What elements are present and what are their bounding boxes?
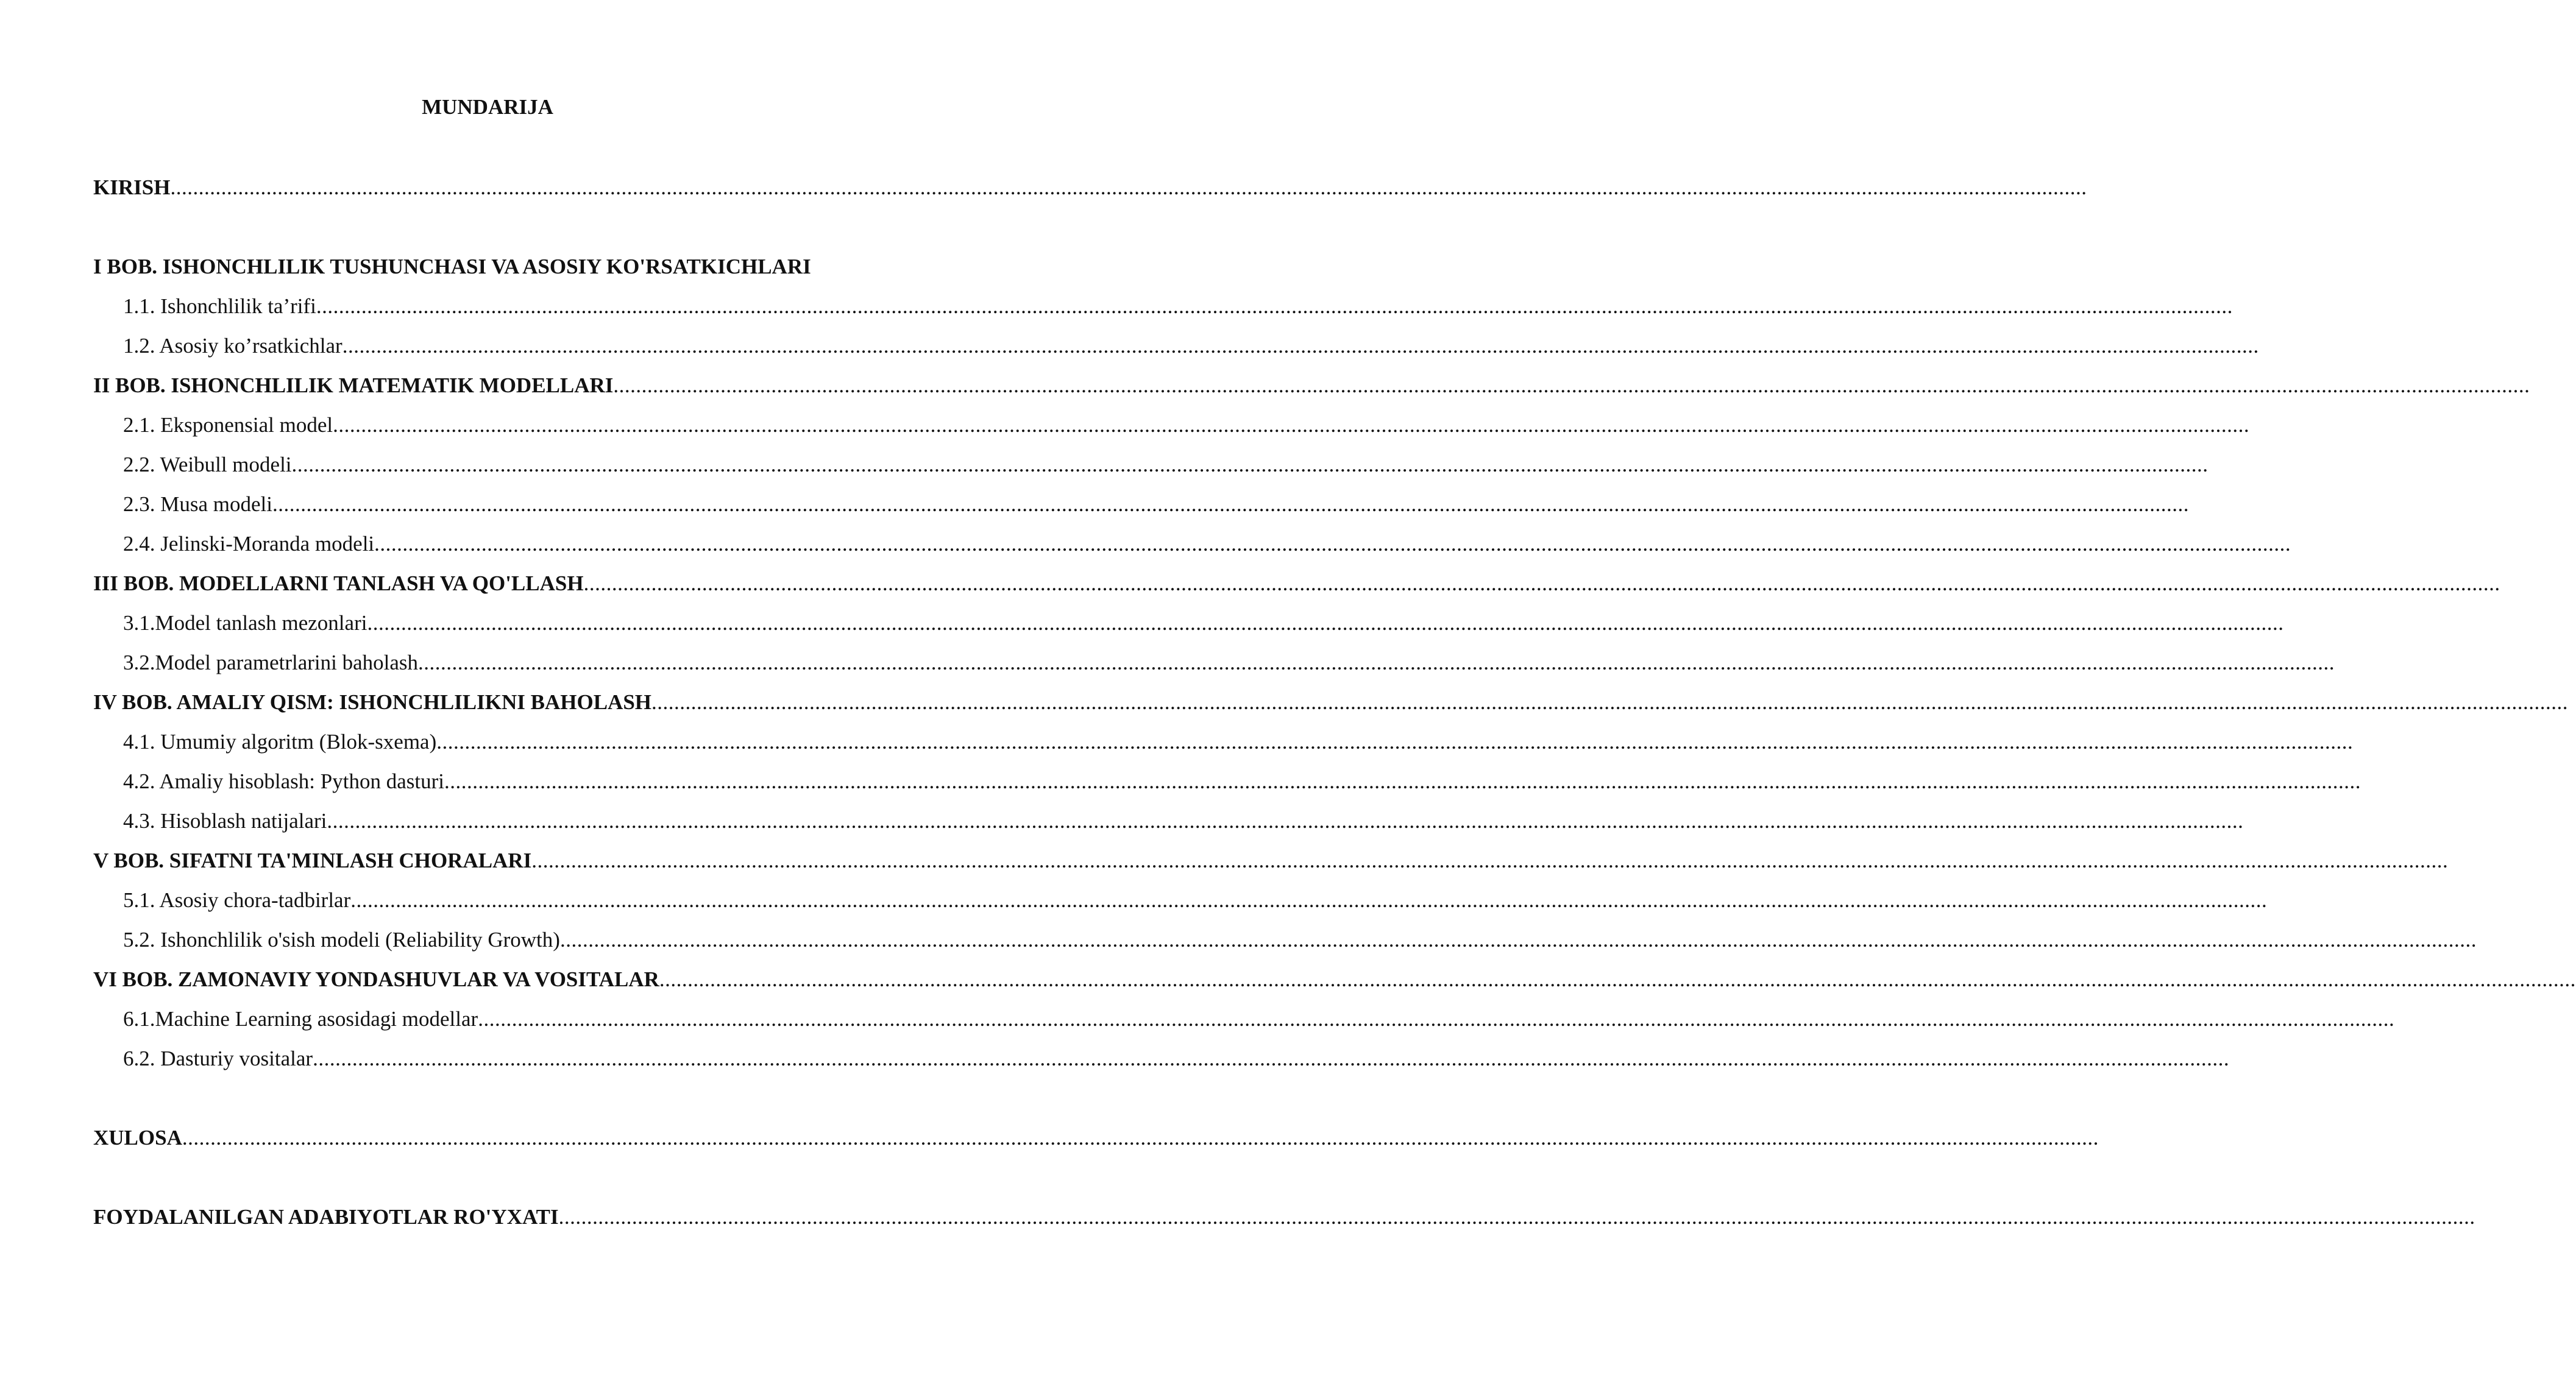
dot-leader: .................................................................................................................................................................................................................................................................................................................................................... <box>478 1007 2395 1031</box>
toc-entry-title: VI BOB. ZAMONAVIY YONDASHUVLAR VA VOSITALAR <box>93 967 659 991</box>
toc-section-entry <box>123 292 2233 321</box>
toc-section-entry <box>123 767 2361 796</box>
toc-section-entry <box>123 490 2189 519</box>
toc-entry-title: 3.1.Model tanlash mezonlari <box>123 611 367 635</box>
dot-leader: .................................................................................................................................................................................................................................................................................................................................................... <box>316 294 2233 318</box>
toc-entry-title: 2.1. Eksponensial model <box>123 413 333 437</box>
toc-section-entry <box>123 1005 2395 1034</box>
dot-leader: .................................................................................................................................................................................................................................................................................................................................................... <box>374 532 2291 556</box>
toc-entry-title: 6.2. Dasturiy vositalar <box>123 1047 313 1070</box>
toc-chapter-entry <box>93 1203 2475 1232</box>
dot-leader: .................................................................................................................................................................................................................................................................................................................................................... <box>342 334 2259 358</box>
toc-chapter-entry <box>93 371 2530 400</box>
dot-leader: .................................................................................................................................................................................................................................................................................................................................................... <box>313 1047 2230 1070</box>
dot-leader: .................................................................................................................................................................................................................................................................................................................................................... <box>333 413 2250 437</box>
dot-leader: .................................................................................................................................................................................................................................................................................................................................................... <box>659 967 2576 991</box>
toc-entry-title: IV BOB. AMALIY QISM: ISHONCHLILIKNI BAHOLASH <box>93 690 652 714</box>
toc-chapter-entry <box>93 569 2500 598</box>
toc-entry-title: 4.1. Umumiy algoritm (Blok-sxema) <box>123 730 437 754</box>
toc-section-entry <box>123 529 2291 559</box>
toc-section-entry <box>123 331 2259 361</box>
toc-entry-title: V BOB. SIFATNI TA'MINLASH CHORALARI <box>93 849 532 872</box>
toc-entry-title: 1.1. Ishonchlilik ta’rifi <box>123 294 316 318</box>
page-title: MUNDARIJA <box>422 95 553 119</box>
toc-section-entry <box>123 1044 2230 1073</box>
dot-leader: .................................................................................................................................................................................................................................................................................................................................................... <box>559 928 2477 952</box>
toc-entry-title: I BOB. ISHONCHLILIK TUSHUNCHASI VA ASOSIY KO'RSATKICHLARI <box>93 255 811 278</box>
toc-chapter-entry <box>93 846 2449 875</box>
dot-leader: .................................................................................................................................................................................................................................................................................................................................................... <box>272 492 2189 516</box>
toc-entry-title: 2.4. Jelinski-Moranda modeli <box>123 532 375 556</box>
toc-entry-title: 1.2. Asosiy ko’rsatkichlar <box>123 334 342 358</box>
toc-section-entry <box>123 609 2284 638</box>
toc-chapter-entry <box>93 688 2569 717</box>
toc-entry-title: II BOB. ISHONCHLILIK MATEMATIK MODELLARI <box>93 373 614 397</box>
dot-leader: .................................................................................................................................................................................................................................................................................................................................................... <box>613 373 2530 397</box>
toc-section-entry <box>123 411 2250 440</box>
toc-chapter-entry <box>93 252 884 281</box>
dot-leader: .................................................................................................................................................................................................................................................................................................................................................... <box>367 611 2284 635</box>
dot-leader: .................................................................................................................................................................................................................................................................................................................................................... <box>436 730 2354 754</box>
toc-section-entry <box>123 925 2477 955</box>
dot-leader: .................................................................................................................................................................................................................................................................................................................................................... <box>558 1205 2475 1229</box>
toc-section-entry <box>123 648 2335 677</box>
toc-entry-title: 5.2. Ishonchlilik o'sish modeli (Reliability Growth) <box>123 928 560 952</box>
dot-leader: .................................................................................................................................................................................................................................................................................................................................................... <box>327 809 2244 833</box>
toc-entry-title: 2.2. Weibull modeli <box>123 453 292 476</box>
toc-entry-title: 5.1. Asosiy chora-tadbirlar <box>123 888 351 912</box>
toc-chapter-entry <box>93 173 2087 202</box>
dot-leader: .................................................................................................................................................................................................................................................................................................................................................... <box>350 888 2268 912</box>
toc-entry-title: FOYDALANILGAN ADABIYOTLAR RO'YXATI <box>93 1205 559 1229</box>
toc-entry-title: 4.2. Amaliy hisoblash: Python dasturi <box>123 769 444 793</box>
toc-section-entry <box>123 807 2244 836</box>
dot-leader: .................................................................................................................................................................................................................................................................................................................................................... <box>531 849 2449 872</box>
toc-entry-title: 4.3. Hisoblash natijalari <box>123 809 327 833</box>
toc-entry-title: XULOSA <box>93 1126 182 1150</box>
toc-section-entry <box>123 450 2209 479</box>
toc-chapter-entry <box>93 1123 2099 1153</box>
toc-entry-title: 3.2.Model parametrlarini baholash <box>123 651 419 674</box>
dot-leader: .................................................................................................................................................................................................................................................................................................................................................... <box>651 690 2569 714</box>
dot-leader: .................................................................................................................................................................................................................................................................................................................................................... <box>170 175 2087 199</box>
toc-entry-title: III BOB. MODELLARNI TANLASH VA QO'LLASH <box>93 571 584 595</box>
toc-chapter-entry <box>93 965 2576 994</box>
dot-leader: .................................................................................................................................................................................................................................................................................................................................................... <box>418 651 2335 674</box>
dot-leader: .................................................................................................................................................................................................................................................................................................................................................... <box>291 453 2209 476</box>
dot-leader: .................................................................................................................................................................................................................................................................................................................................................... <box>444 769 2361 793</box>
toc-entry-title: KIRISH <box>93 175 171 199</box>
dot-leader: .................................................................................................................................................................................................................................................................................................................................................... <box>182 1126 2099 1150</box>
toc-section-entry <box>123 727 2354 757</box>
toc-entry-title: 6.1.Machine Learning asosidagi modellar <box>123 1007 478 1031</box>
toc-entry-title: 2.3. Musa modeli <box>123 492 272 516</box>
toc-section-entry <box>123 886 2268 915</box>
dot-leader: .................................................................................................................................................................................................................................................................................................................................................... <box>583 571 2500 595</box>
